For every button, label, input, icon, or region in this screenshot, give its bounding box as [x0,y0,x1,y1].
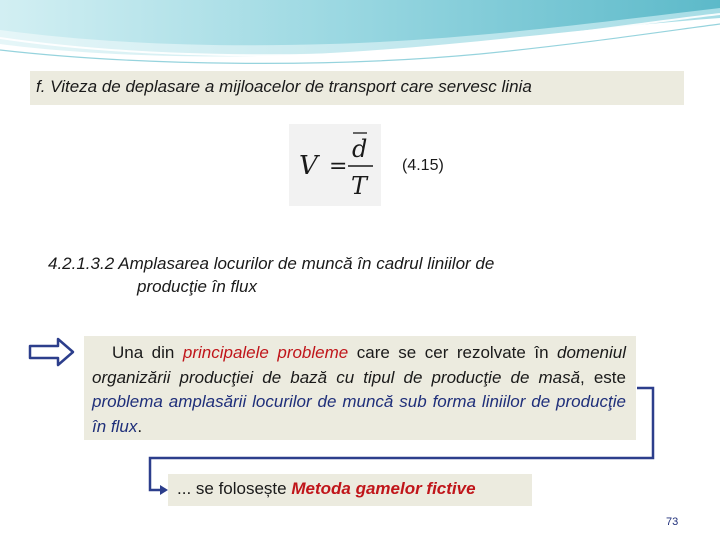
equation-number: (4.15) [402,157,444,174]
formula-denominator: T [351,172,368,200]
section-title [48,252,494,298]
decorative-top-wave [0,0,720,75]
paragraph-box [84,336,636,440]
page-number: 73 [666,516,679,528]
para-part1: Una din [112,343,183,362]
section-title-line2: producţie în flux [137,277,258,296]
para-part3: care se cer rezolvate în [348,343,558,362]
method-name: Metoda gamelor fictive [291,479,476,498]
result-prefix: ... se folosește [177,479,292,498]
formula-numerator: d [352,135,368,163]
para-domain: domeniul organizării producţiei de bază cu tipul de producţie de masă [92,343,627,387]
para-part7: . [137,416,143,436]
right-arrow-icon [28,336,76,368]
section-title-line1: 4.2.1.3.2 Amplasarea locurilor de muncă în cadrul liniilor de [48,254,495,273]
heading-text: f. Viteza de deplasare a mijloacelor de transport care servesc linia [36,77,532,96]
paragraph-text [92,341,626,439]
para-highlight-problem: problema amplasării locurilor de muncă sub forma liniilor de producţie în flux [92,392,626,436]
formula-equals: = [329,154,348,179]
formula-box [289,124,381,206]
para-highlight-problems: principalele probleme [182,343,349,362]
formula-graphic [289,124,381,206]
heading-box [30,71,684,105]
para-part5: , este [580,367,626,387]
formula-lhs: V [299,151,318,181]
result-box [168,474,532,506]
